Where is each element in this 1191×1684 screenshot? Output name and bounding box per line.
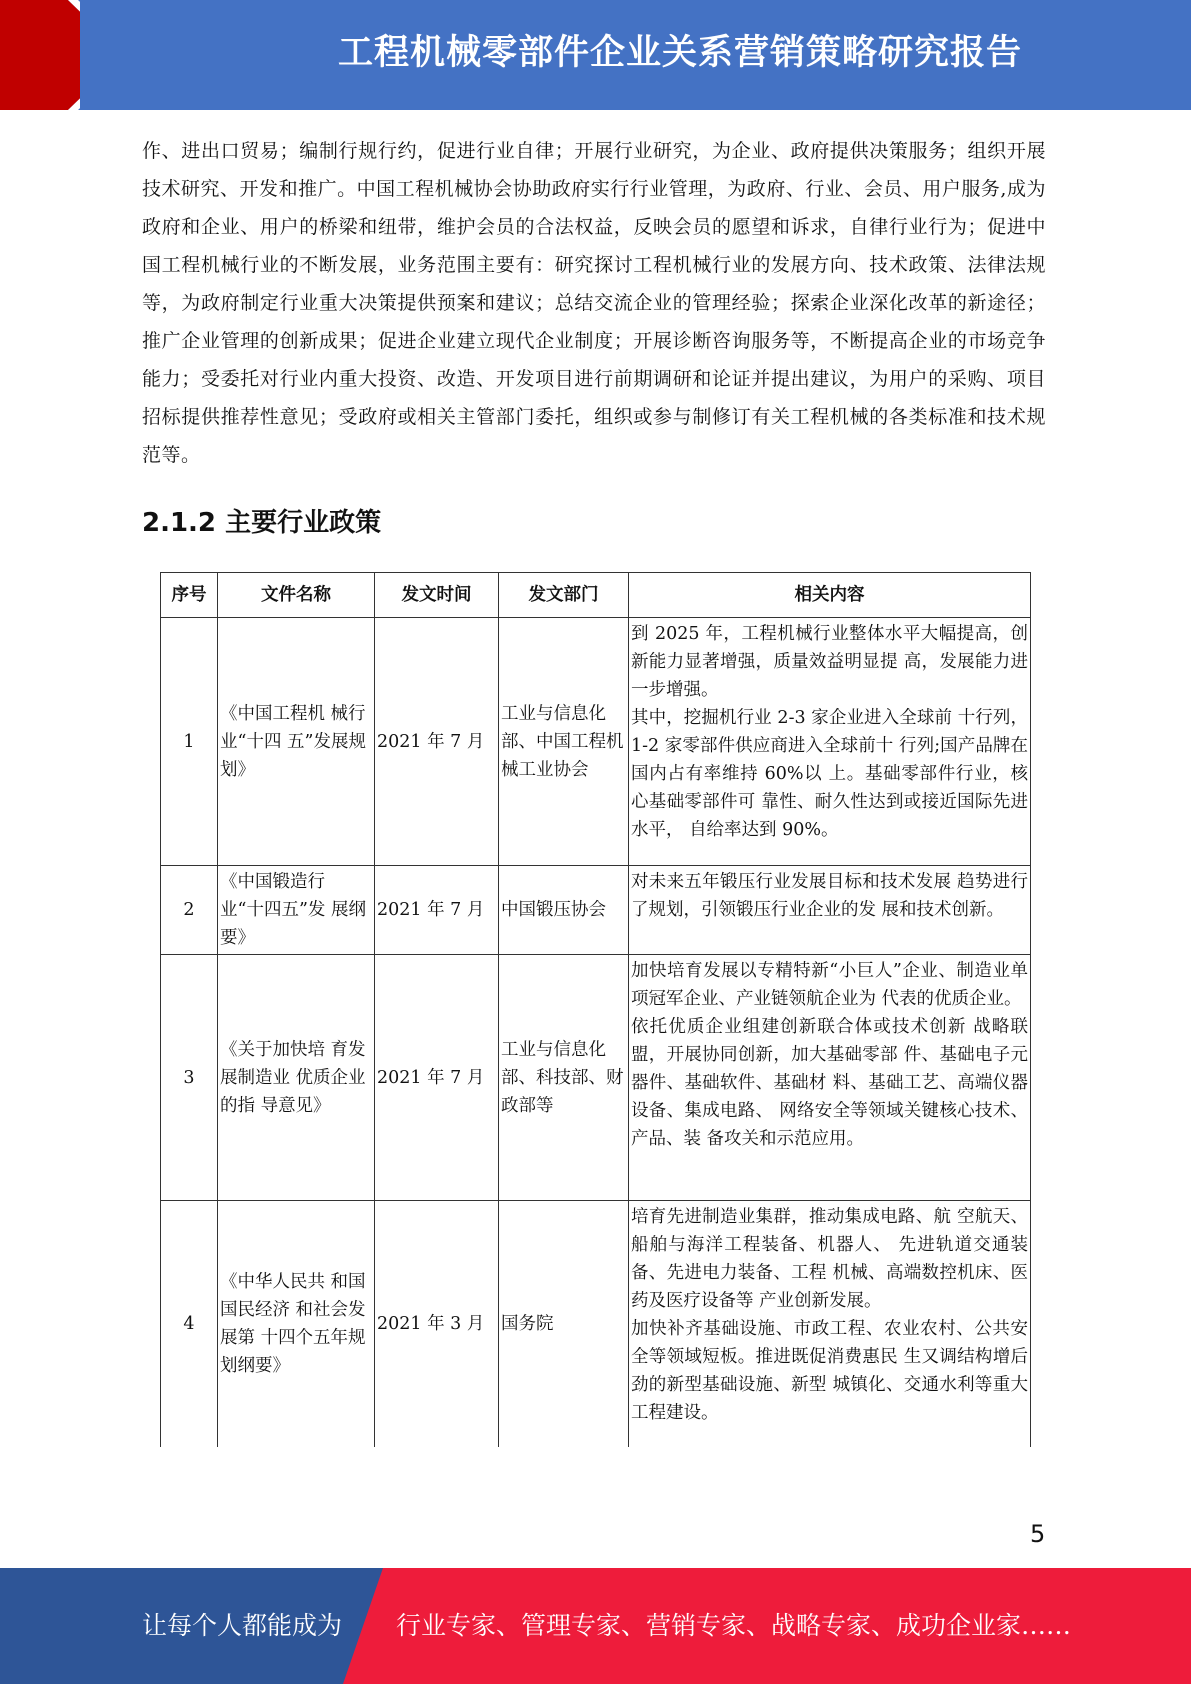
footer-lead-text: 让每个人都能成为 <box>142 1611 343 1640</box>
table-row <box>161 955 1031 1201</box>
row-content: 加快培育发展以专精特新“小巨人”企业、制造业单项冠军企业、产业链领航企业为 代表的优质企业。 依托优质企业组建创新联合体或技术创新 战略联盟，开展协同创新，加大基础零部 件、基础电子元器件、基础软件、基础材 料、基础工艺、高端仪器设备、集成电路、 网络安全等领域关键核心技术、产品、装 备攻关和示范应用。 <box>629 955 1031 1201</box>
row-index: 4 <box>161 1201 218 1447</box>
page-number: 5 <box>1030 1520 1046 1548</box>
section-heading: 2.1.2 主要行业政策 <box>142 508 382 538</box>
table-row <box>161 1201 1031 1447</box>
row-index: 1 <box>161 618 218 866</box>
policy-table <box>160 572 1031 1447</box>
header-arrow-decoration <box>0 0 80 110</box>
table-row <box>161 618 1031 866</box>
row-content: 到 2025 年，工程机械行业整体水平大幅提高，创新能力显著增强，质量效益明显提 高，发展能力进一步增强。 其中，挖掘机行业 2-3 家企业进入全球前 十行列，1-2 家零部件供应商进入全球前十 行列;国产品牌在国内占有率维持 60%以 上。基础零部件行业，核心基础零部件可 靠性、耐久性达到或接近国际先进水平， 自给率达到 90%。 <box>629 618 1031 866</box>
row-doc-name: 《关于加快培 育发展制造业 优质企业的指 导意见》 <box>218 955 375 1201</box>
row-department: 工业与信息化部、科技部、财政部等 <box>499 955 629 1201</box>
page-footer <box>0 1568 1191 1684</box>
row-department: 工业与信息化部、中国工程机械工业协会 <box>499 618 629 866</box>
row-issue-date: 2021 年 7 月 <box>375 618 499 866</box>
page-header <box>0 0 1191 110</box>
table-header-row <box>161 573 1031 618</box>
table-row <box>161 866 1031 955</box>
row-department: 中国锻压协会 <box>499 866 629 955</box>
header-index: 序号 <box>161 573 218 618</box>
row-index: 2 <box>161 866 218 955</box>
row-doc-name: 《中国锻造行 业“十四五”发 展纲要》 <box>218 866 375 955</box>
row-department: 国务院 <box>499 1201 629 1447</box>
row-issue-date: 2021 年 7 月 <box>375 955 499 1201</box>
intro-paragraph: 作、进出口贸易；编制行规行约，促进行业自律；开展行业研究，为企业、政府提供决策服务；组织开展技术研究、开发和推广。中国工程机械协会协助政府实行行业管理，为政府、行业、会员、用户服务,成为政府和企业、用户的桥梁和纽带，维护会员的合法权益，反映会员的愿望和诉求，自律行业行为；促进中国工程机械行业的不断发展，业务范围主要有：研究探讨工程机械行业的发展方向、技术政策、法律法规等，为政府制定行业重大决策提供预案和建议；总结交流企业的管理经验；探索企业深化改革的新途径；推广企业管理的创新成果；促进企业建立现代企业制度；开展诊断咨询服务等，不断提高企业的市场竞争能力；受委托对行业内重大投资、改造、开发项目进行前期调研和论证并提出建议，为用户的采购、项目招标提供推荐性意见；受政府或相关主管部门委托，组织或参与制修订有关工程机械的各类标准和技术规范等。 <box>142 140 1046 466</box>
header-content: 相关内容 <box>629 573 1031 618</box>
row-issue-date: 2021 年 7 月 <box>375 866 499 955</box>
footer-roles-text: 行业专家、管理专家、营销专家、战略专家、成功企业家…… <box>396 1611 1072 1640</box>
row-index: 3 <box>161 955 218 1201</box>
report-title: 工程机械零部件企业关系营销策略研究报告 <box>337 33 1022 73</box>
row-content: 对未来五年锻压行业发展目标和技术发展 趋势进行了规划，引领锻压行业企业的发 展和技术创新。 <box>629 866 1031 955</box>
row-issue-date: 2021 年 3 月 <box>375 1201 499 1447</box>
header-department: 发文部门 <box>499 573 629 618</box>
header-issue-date: 发文时间 <box>375 573 499 618</box>
row-doc-name: 《中华人民共 和国国民经济 和社会发展第 十四个五年规 划纲要》 <box>218 1201 375 1447</box>
row-doc-name: 《中国工程机 械行业“十四 五”发展规划》 <box>218 618 375 866</box>
header-doc-name: 文件名称 <box>218 573 375 618</box>
row-content: 培育先进制造业集群，推动集成电路、航 空航天、船舶与海洋工程装备、机器人、 先进轨道交通装备、先进电力装备、工程 机械、高端数控机床、医药及医疗设备等 产业创新发展。 加快补齐基础设施、市政工程、农业农村、公共安全等领域短板。推进既促消费惠民 生又调结构增后劲的新型基础设施、新型 城镇化、交通水利等重大工程建设。 <box>629 1201 1031 1447</box>
